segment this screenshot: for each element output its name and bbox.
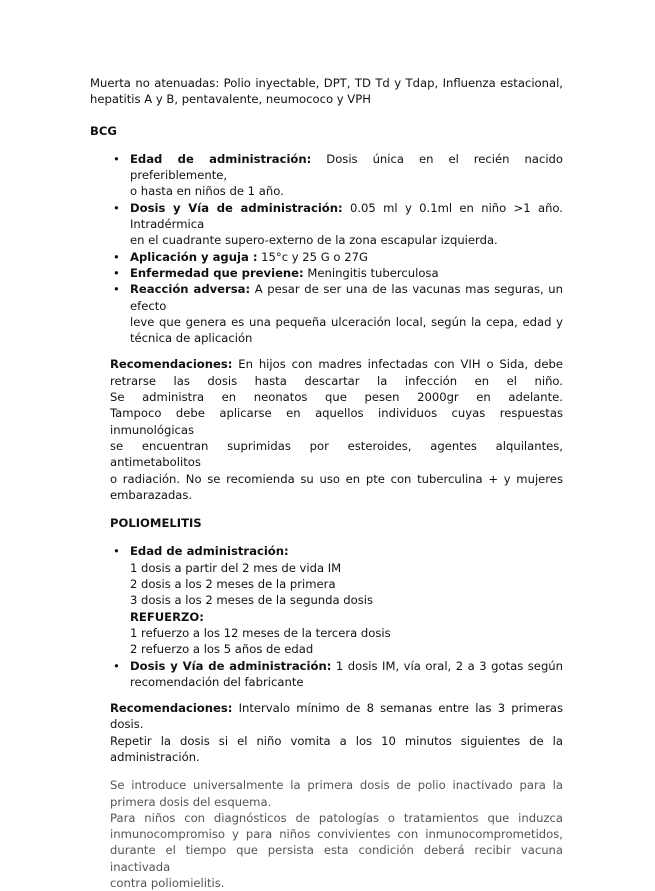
item-text: 15°c y 25 G o 27G	[257, 249, 368, 264]
bullet-icon: •	[113, 282, 120, 297]
list-item	[90, 658, 563, 691]
item-label: Edad de administración:	[130, 151, 312, 166]
item-text: Dosis única en el recién nacido preferiblemente,	[130, 151, 563, 183]
intro-line: Muerta no atenuadas: Polio inyectable, DPT, TD Td y Tdap, Influenza estacional,	[90, 76, 563, 90]
item-label: Reacción adversa:	[130, 282, 251, 297]
rec-text: se encuentran suprimidas por esteroides, agentes alquilantes, antimetabolitos	[110, 438, 563, 470]
bcg-list	[90, 151, 563, 347]
item-text: Meningitis tuberculosa	[303, 265, 439, 280]
item-text: 2 refuerzo a los 5 años de edad	[130, 642, 314, 657]
bullet-icon: •	[113, 200, 120, 215]
note-text: contra poliomielitis.	[110, 876, 225, 891]
intro-line: hepatitis A y B, pentavalente, neumococo y VPH	[90, 92, 371, 107]
rec-text: retrarse las dosis hasta descartar la infección en el niño.	[110, 373, 563, 388]
list-item	[90, 265, 563, 281]
item-text: leve que genera es una pequeña ulceración local, según la cepa, edad y	[130, 314, 563, 329]
item-label: Dosis y Vía de administración:	[130, 658, 332, 673]
bcg-recommendations	[90, 356, 563, 503]
bullet-icon: •	[113, 265, 120, 280]
item-label: Aplicación y aguja :	[130, 249, 258, 264]
note-text: durante el tiempo que persista esta condición deberá recibir vacuna inactivada	[110, 843, 563, 874]
intro-paragraph	[90, 75, 563, 108]
bullet-icon: •	[113, 249, 120, 264]
rec-text: embarazadas.	[110, 487, 193, 502]
item-label: Edad de administración:	[130, 544, 289, 559]
item-text: 0.05 ml y 0.1ml en niño >1 año. Intradérmica	[130, 200, 563, 232]
item-text: 1 refuerzo a los 12 meses de la tercera dosis	[130, 625, 391, 640]
rec-label: Recomendaciones:	[110, 357, 233, 372]
item-text: en el cuadrante supero-externo de la zona escapular izquierda.	[130, 233, 498, 248]
refuerzo-label: REFUERZO:	[130, 609, 204, 624]
item-text: o hasta en niños de 1 año.	[130, 184, 284, 199]
list-item	[90, 249, 563, 265]
rec-text: o radiación. No se recomienda su uso en pte con tuberculina + y mujeres	[110, 471, 563, 486]
bullet-icon: •	[113, 544, 120, 559]
polio-notes	[90, 777, 563, 891]
section-title-bcg: BCG	[90, 123, 117, 138]
bullet-icon: •	[113, 658, 120, 673]
rec-text: En hijos con madres infectadas con VIH o Sida, debe	[232, 357, 563, 372]
note-text: Para niños con diagnósticos de patologías o tratamientos que induzca	[110, 810, 563, 825]
note-text: Se introduce universalmente la primera dosis de polio inactivado para la	[110, 778, 563, 793]
polio-recommendations	[90, 700, 563, 765]
list-item	[90, 151, 563, 200]
bullet-icon: •	[113, 151, 120, 166]
list-item	[90, 200, 563, 249]
item-text: 3 dosis a los 2 meses de la segunda dosis	[130, 593, 374, 608]
rec-text: administración.	[110, 749, 200, 764]
rec-label: Recomendaciones:	[110, 701, 233, 716]
item-text: 1 dosis IM, vía oral, 2 a 3 gotas según	[331, 658, 563, 673]
item-text: recomendación del fabricante	[130, 674, 304, 689]
rec-text: Se administra en neonatos que pesen 2000gr en adelante.	[110, 390, 563, 405]
polio-list	[90, 543, 563, 690]
section-title-polio: POLIOMELITIS	[110, 516, 202, 531]
rec-text: Intervalo mínimo de 8 semanas entre las 3 primeras dosis.	[110, 701, 563, 732]
rec-text: Tampoco debe aplicarse en aquellos individuos cuyas respuestas inmunológicas	[110, 406, 563, 437]
list-item	[90, 543, 563, 657]
item-label: Enfermedad que previene:	[130, 265, 304, 280]
rec-text: Repetir la dosis si el niño vomita a los 10 minutos siguientes de la	[110, 733, 563, 748]
item-text: técnica de aplicación	[130, 331, 253, 346]
item-text: A pesar de ser una de las vacunas mas seguras, un efecto	[130, 282, 563, 313]
item-label: Dosis y Vía de administración:	[130, 200, 343, 215]
item-text: 1 dosis a partir del 2 mes de vida IM	[130, 560, 342, 575]
document-page	[90, 75, 563, 891]
list-item	[90, 281, 563, 346]
note-text: inmunocompromiso y para niños convivientes con inmunocomprometidos,	[110, 827, 563, 842]
item-text: 2 dosis a los 2 meses de la primera	[130, 577, 336, 592]
note-text: primera dosis del esquema.	[110, 794, 272, 809]
